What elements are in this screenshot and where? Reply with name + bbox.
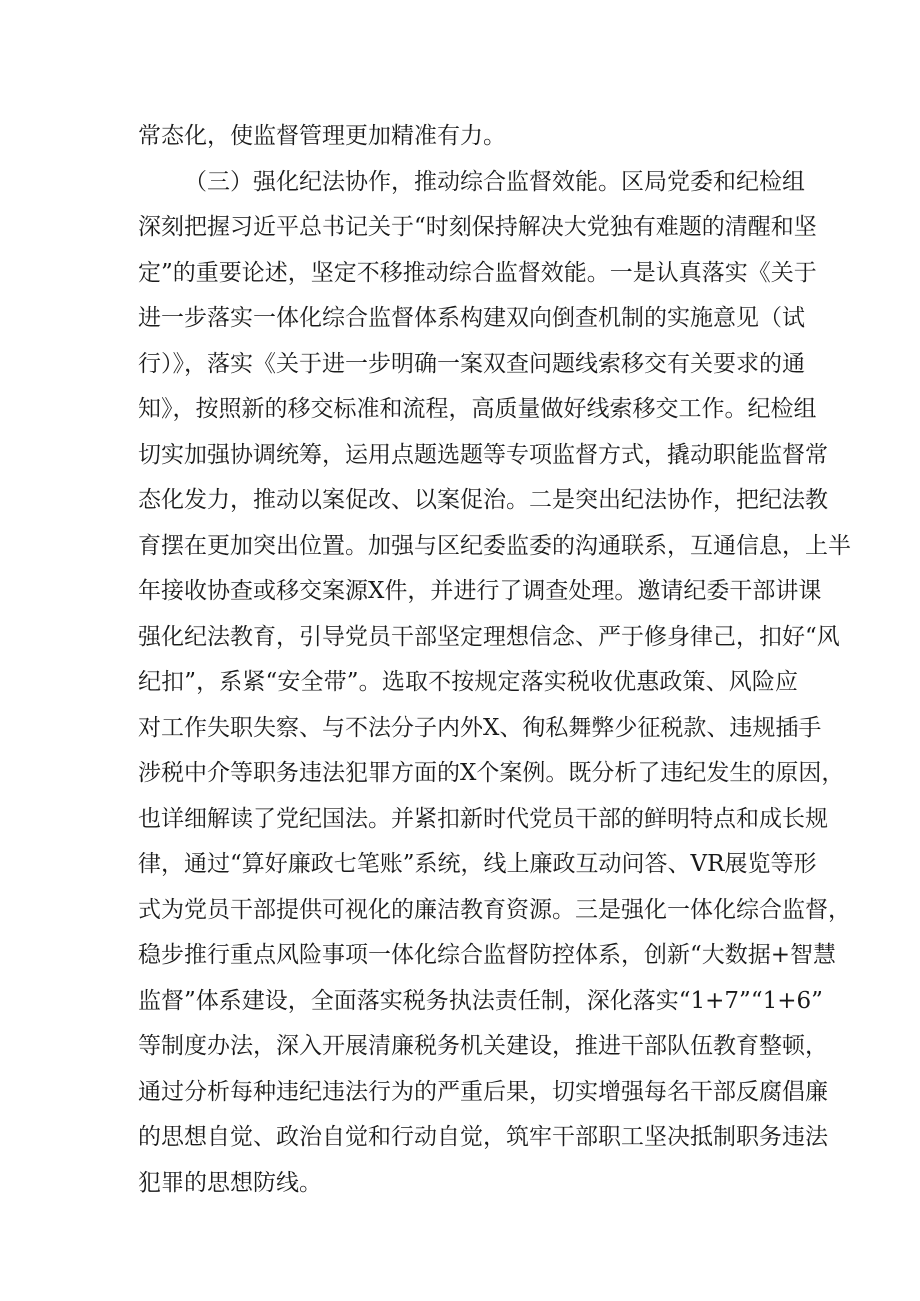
text-line-15: 涉税中介等职务违法犯罪方面的X个案例。既分析了违纪发生的原因，	[138, 760, 845, 786]
text-line-22: 通过分析每种违纪违法行为的严重后果，切实增强每名干部反腐倡廉	[138, 1078, 828, 1105]
text-line-19: 稳步推行重点风险事项一体化综合监督防控体系，创新“大数据+智慧	[138, 942, 837, 968]
text-line-12: 强化纪法教育，引导党员干部坚定理想信念、严于修身律己，扣好“风	[138, 623, 840, 650]
text-line-11: 年接收协查或移交案源X件，并进行了调查处理。邀请纪委干部讲课	[138, 578, 822, 604]
text-line-3: 深刻把握习近平总书记关于“时刻保持解决大党独有难题的清醒和坚	[138, 214, 817, 240]
text-line-18: 式为党员干部提供可视化的廉洁教育资源。三是强化一体化综合监督，	[138, 896, 851, 923]
text-line-21: 等制度办法，深入开展清廉税务机关建设，推进干部队伍教育整顿，	[138, 1033, 828, 1059]
text-line-2: （三）强化纪法协作，推动综合监督效能。区局党委和纪检组	[184, 168, 805, 195]
text-line-8: 切实加强协调统筹，运用点题选题等专项监督方式，撬动职能监督常	[138, 441, 828, 468]
text-line-24: 犯罪的思想防线。	[138, 1169, 322, 1196]
text-line-9: 态化发力，推动以案促改、以案促治。二是突出纪法协作，把纪法教	[138, 487, 828, 513]
text-line-13: 纪扣”，系紧“安全带”。选取不按规定落实税收优惠政策、风险应	[138, 669, 798, 695]
text-line-16: 也详细解读了党纪国法。并紧扣新时代党员干部的鲜明特点和成长规	[138, 805, 828, 832]
text-line-1: 常态化，使监督管理更加精准有力。	[138, 123, 506, 149]
text-line-7: 知》，按照新的移交标准和流程，高质量做好线索移交工作。纪检组	[138, 396, 817, 422]
text-line-14: 对工作失职失察、与不法分子内外X、徇私舞弊少征税款、违规插手	[138, 714, 822, 741]
text-line-23: 的思想自觉、政治自觉和行动自觉，筑牢干部职工坚决抵制职务违法	[138, 1124, 828, 1150]
text-line-5: 进一步落实一体化综合监督体系构建双向倒查机制的实施意见（试	[138, 305, 805, 331]
text-line-20: 监督”体系建设，全面落实税务执法责任制，深化落实“1+7”“1+6”	[138, 987, 823, 1014]
text-line-4: 定”的重要论述，坚定不移推动综合监督效能。一是认真落实《关于	[138, 259, 817, 286]
text-line-10: 育摆在更加突出位置。加强与区纪委监委的沟通联系，互通信息，上半	[138, 532, 851, 559]
body-text	[138, 114, 851, 1206]
text-line-17: 律，通过“算好廉政七笔账”系统，线上廉政互动问答、VR展览等形	[138, 851, 817, 877]
text-line-6: 行）》，落实《关于进一步明确一案双查问题线索移交有关要求的通	[138, 350, 805, 377]
